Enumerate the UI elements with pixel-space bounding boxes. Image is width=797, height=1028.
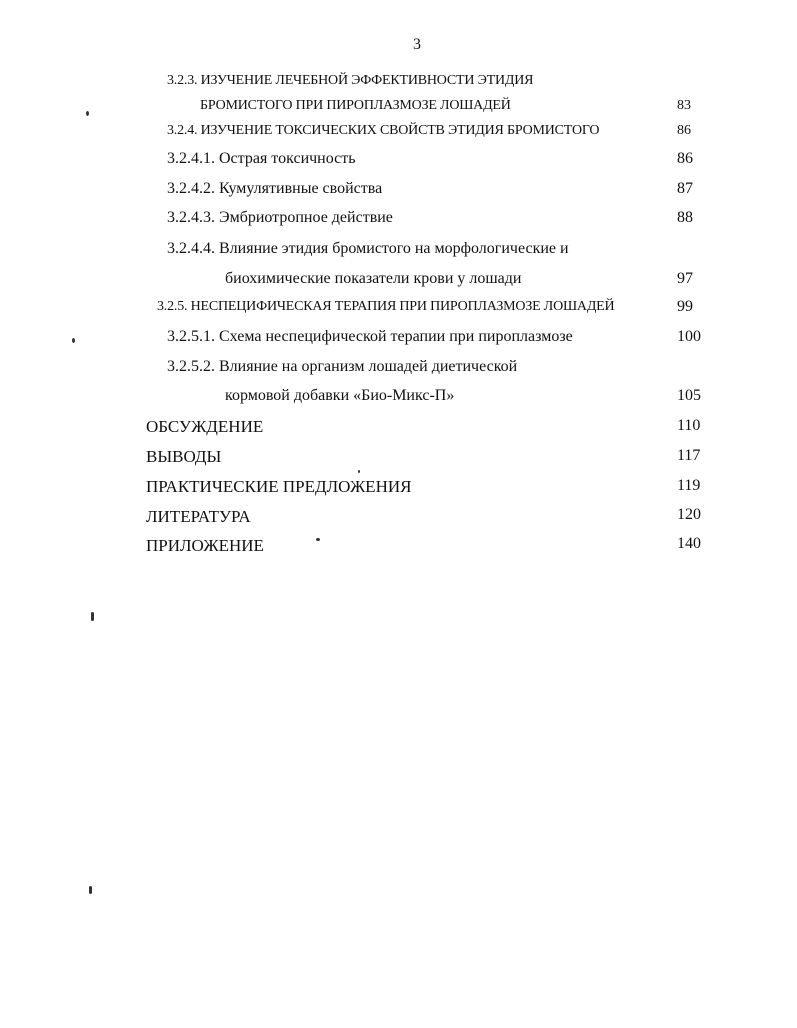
- scan-speck: [89, 886, 92, 894]
- toc-entry-page: 140: [677, 535, 701, 552]
- toc-entry-page: 99: [677, 298, 693, 315]
- scan-speck: [91, 612, 94, 621]
- scan-speck: [358, 470, 360, 473]
- toc-entry-title: 3.2.4.3. Эмбриотропное действие: [167, 209, 393, 226]
- toc-entry-title: ПРИЛОЖЕНИЕ: [146, 536, 264, 555]
- toc-entry-title: 3.2.5. НЕСПЕЦИФИЧЕСКАЯ ТЕРАПИЯ ПРИ ПИРОПЛАЗМОЗЕ ЛОШАДЕЙ: [157, 299, 615, 314]
- toc-entry-page: 97: [677, 270, 693, 287]
- toc-entry-title: 3.2.4.1. Острая токсичность: [167, 150, 356, 167]
- page-number: 3: [413, 36, 421, 53]
- toc-entry-title: 3.2.5.2. Влияние на организм лошадей диетической: [167, 358, 518, 375]
- toc-entry-title: 3.2.4. ИЗУЧЕНИЕ ТОКСИЧЕСКИХ СВОЙСТВ ЭТИДИЯ БРОМИСТОГО: [167, 123, 600, 138]
- toc-entry-title: 3.2.3. ИЗУЧЕНИЕ ЛЕЧЕБНОЙ ЭФФЕКТИВНОСТИ ЭТИДИЯ: [167, 73, 534, 88]
- scan-speck: [316, 538, 320, 541]
- toc-entry-continuation: кормовой добавки «Био-Микс-П»: [225, 387, 455, 404]
- toc-entry-page: 105: [677, 387, 701, 404]
- toc-entry-continuation: БРОМИСТОГО ПРИ ПИРОПЛАЗМОЗЕ ЛОШАДЕЙ: [200, 98, 511, 113]
- toc-entry-title: 3.2.4.4. Влияние этидия бромистого на морфологические и: [167, 240, 569, 257]
- toc-entry-title: 3.2.5.1. Схема неспецифической терапии при пироплазмозе: [167, 328, 573, 345]
- toc-entry-page: 86: [677, 150, 693, 167]
- toc-entry-page: 83: [677, 98, 691, 113]
- toc-entry-page: 119: [677, 477, 701, 494]
- scan-speck: [86, 111, 89, 116]
- toc-entry-title: ЛИТЕРАТУРА: [146, 507, 251, 526]
- toc-entry-page: 86: [677, 123, 691, 138]
- toc-entry-continuation: биохимические показатели крови у лошади: [225, 270, 522, 287]
- toc-entry-page: 87: [677, 180, 693, 197]
- toc-entry-title: 3.2.4.2. Кумулятивные свойства: [167, 180, 383, 197]
- toc-entry-page: 110: [677, 417, 701, 434]
- toc-entry-title: ПРАКТИЧЕСКИЕ ПРЕДЛОЖЕНИЯ: [146, 477, 412, 496]
- toc-entry-page: 120: [677, 506, 701, 523]
- scan-speck: [72, 338, 75, 343]
- toc-entry-page: 117: [677, 447, 701, 464]
- toc-entry-title: ОБСУЖДЕНИЕ: [146, 417, 264, 436]
- toc-entry-page: 100: [677, 328, 701, 345]
- toc-entry-title: ВЫВОДЫ: [146, 447, 222, 466]
- toc-entry-page: 88: [677, 209, 693, 226]
